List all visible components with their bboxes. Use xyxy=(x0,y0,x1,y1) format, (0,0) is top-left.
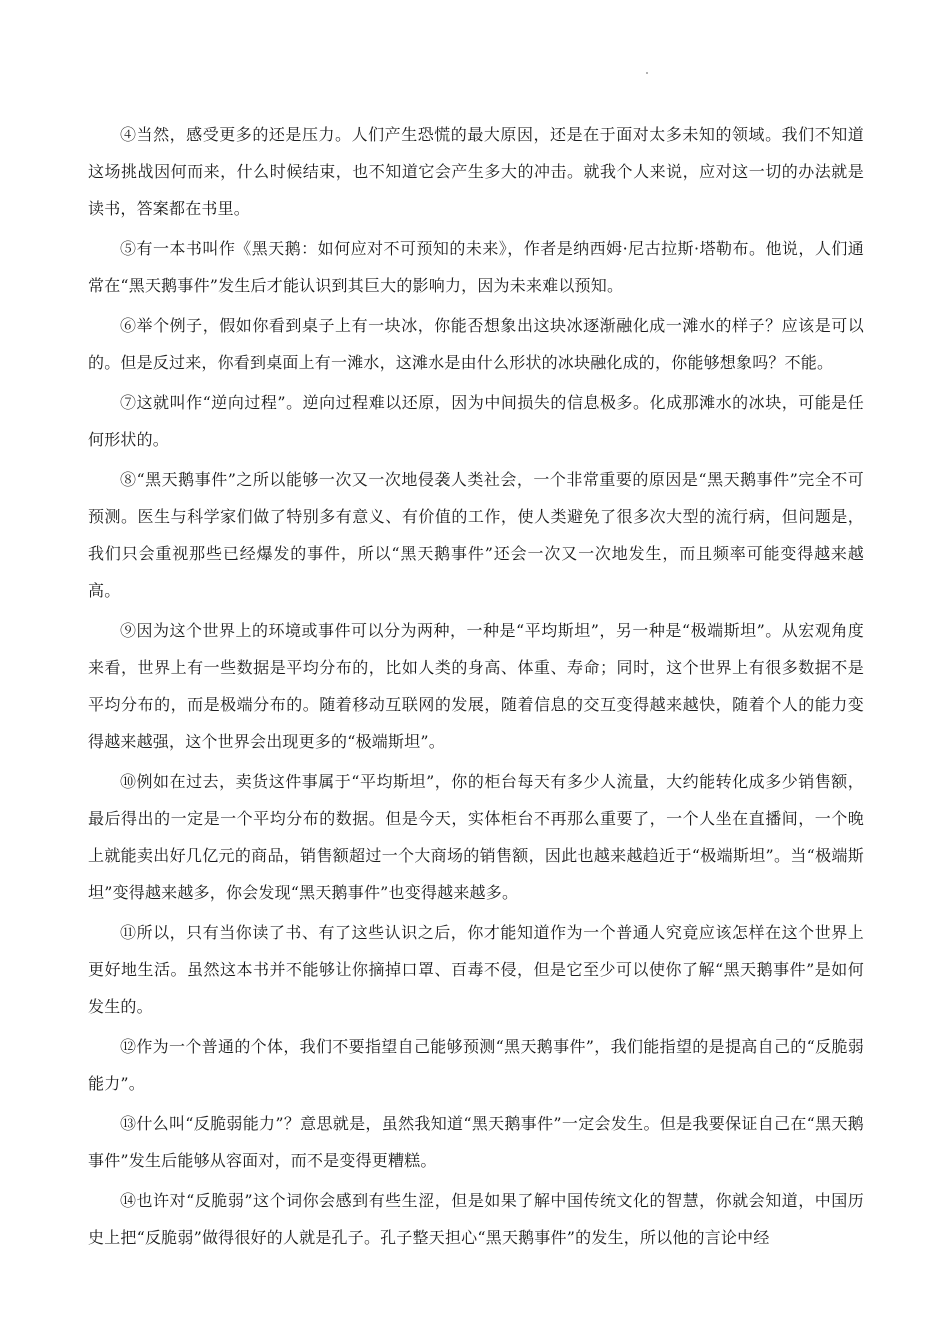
paragraph-13: ⑬什么叫“反脆弱能力”？意思就是，虽然我知道“黑天鹅事件”一定会发生。但是我要保证自己在“黑天鹅事件”发生后能够从容面对，而不是变得更糟糕。 xyxy=(88,1114,864,1170)
paragraph-7: ⑦这就叫作“逆向过程”。逆向过程难以还原，因为中间损失的信息极多。化成那滩水的冰块，可能是任何形状的。 xyxy=(88,393,864,449)
paragraph-10: ⑩例如在过去，卖货这件事属于“平均斯坦”，你的柜台每天有多少人流量，大约能转化成多少销售额，最后得出的一定是一个平均分布的数据。但是今天，实体柜台不再那么重要了，一个人坐在直播间，一个晚上就能卖出好几亿元的商品，销售额超过一个大商场的销售额，因此也越来越趋近于“极端斯坦”。当“极端斯坦”变得越来越多，你会发现“黑天鹅事件”也变得越来越多。 xyxy=(88,772,864,902)
paragraph-4: ④当然，感受更多的还是压力。人们产生恐慌的最大原因，还是在于面对太多未知的领域。我们不知道这场挑战因何而来，什么时候结束，也不知道它会产生多大的冲击。就我个人来说，应对这一切的办法就是读书，答案都在书里。 xyxy=(88,125,864,218)
paragraph-6: ⑥举个例子，假如你看到桌子上有一块冰，你能否想象出这块冰逐渐融化成一滩水的样子？应该是可以的。但是反过来，你看到桌面上有一滩水，这滩水是由什么形状的冰块融化成的，你能够想象吗？不能。 xyxy=(88,316,864,372)
paragraph-5: ⑤有一本书叫作《黑天鹅：如何应对不可预知的未来》，作者是纳西姆·尼古拉斯·塔勒布。他说，人们通常在“黑天鹅事件”发生后才能认识到其巨大的影响力，因为未来难以预知。 xyxy=(88,239,864,295)
paragraph-11: ⑪所以，只有当你读了书、有了这些认识之后，你才能知道作为一个普通人究竟应该怎样在这个世界上更好地生活。虽然这本书并不能够让你摘掉口罩、百毒不侵，但是它至少可以使你了解“黑天鹅事件”是如何发生的。 xyxy=(88,923,864,1016)
paragraph-9: ⑨因为这个世界上的环境或事件可以分为两种，一种是“平均斯坦”，另一种是“极端斯坦”。从宏观角度来看，世界上有一些数据是平均分布的，比如人类的身高、体重、寿命；同时，这个世界上有很多数据不是平均分布的，而是极端分布的。随着移动互联网的发展，随着信息的交互变得越来越快，随着个人的能力变得越来越强，这个世界会出现更多的“极端斯坦”。 xyxy=(88,621,864,751)
paragraph-14: ⑭也许对“反脆弱”这个词你会感到有些生涩，但是如果了解中国传统文化的智慧，你就会知道，中国历史上把“反脆弱”做得很好的人就是孔子。孔子整天担心“黑天鹅事件”的发生，所以他的言论中经 xyxy=(88,1191,864,1247)
header-mark xyxy=(646,72,648,74)
paragraph-12: ⑫作为一个普通的个体，我们不要指望自己能够预测“黑天鹅事件”，我们能指望的是提高自己的“反脆弱能力”。 xyxy=(88,1037,864,1093)
article-body xyxy=(88,116,864,1259)
paragraph-8: ⑧“黑天鹅事件”之所以能够一次又一次地侵袭人类社会，一个非常重要的原因是“黑天鹅事件”完全不可预测。医生与科学家们做了特别多有意义、有价值的工作，使人类避免了很多次大型的流行病，但问题是，我们只会重视那些已经爆发的事件，所以“黑天鹅事件”还会一次又一次地发生，而且频率可能变得越来越高。 xyxy=(88,470,864,600)
